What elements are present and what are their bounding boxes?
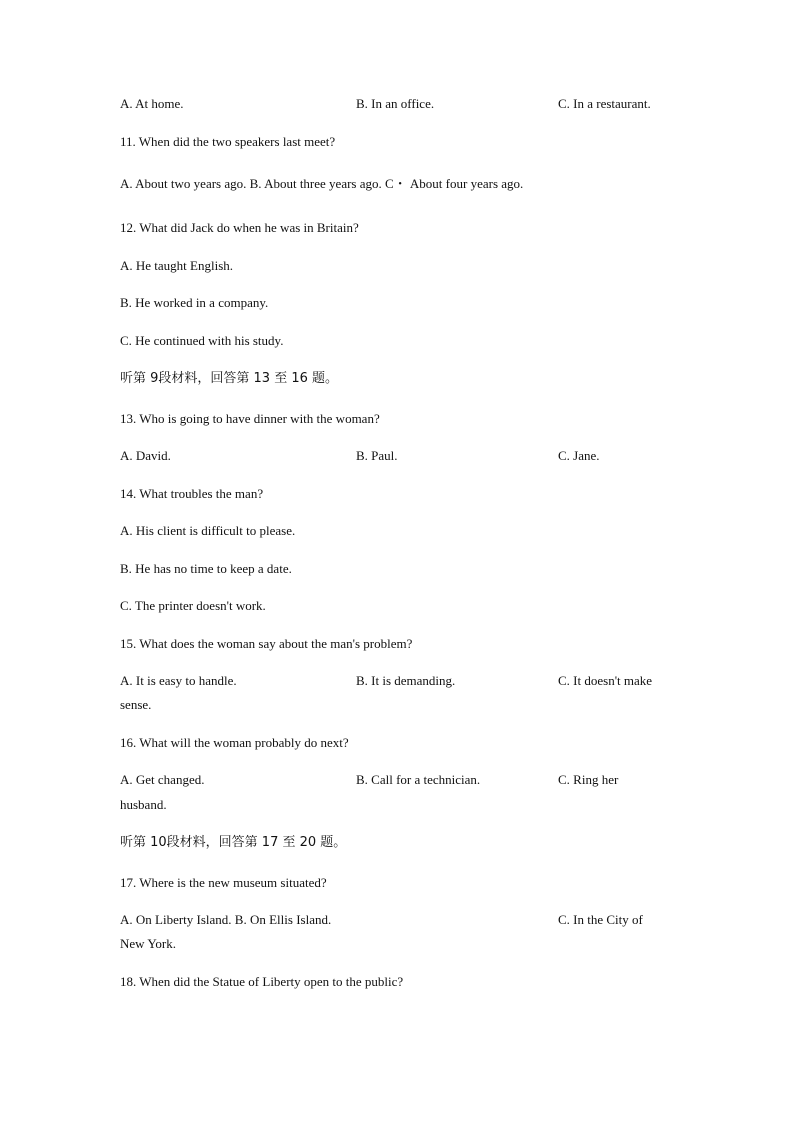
q15-question: 15. What does the woman say about the man's problem? xyxy=(120,636,413,651)
q17-question: 17. Where is the new museum situated? xyxy=(120,875,327,890)
q10-option-a: A. At home. xyxy=(120,96,184,111)
q12-question: 12. What did Jack do when he was in Britain? xyxy=(120,220,359,235)
q17-options-a-b: A. On Liberty Island. B. On Ellis Island. xyxy=(120,912,332,927)
q14-option-c: C. The printer doesn't work. xyxy=(120,598,266,613)
q10-option-c: C. In a restaurant. xyxy=(558,96,651,111)
q13-option-a: A. David. xyxy=(120,448,171,463)
q11-options: A. About two years ago. B. About three years ago. C・ About four years ago. xyxy=(120,176,524,191)
q14-question: 14. What troubles the man? xyxy=(120,486,264,501)
q17-option-c: C. In the City of xyxy=(558,912,643,927)
q15-option-c-continued: sense. xyxy=(120,697,152,712)
q18-question: 18. When did the Statue of Liberty open to the public? xyxy=(120,974,404,989)
q16-option-a: A. Get changed. xyxy=(120,772,205,787)
q13-question: 13. Who is going to have dinner with the woman? xyxy=(120,411,380,426)
section-9-instruction: 听第 9段材料，回答第 13 至 16 题。 xyxy=(120,371,339,386)
q12-option-b: B. He worked in a company. xyxy=(120,295,269,310)
q12-option-c: C. He continued with his study. xyxy=(120,333,284,348)
q16-option-c: C. Ring her xyxy=(558,772,619,787)
q16-option-b: B. Call for a technician. xyxy=(356,772,481,787)
section-10-instruction: 听第 10段材料，回答第 17 至 20 题。 xyxy=(120,835,347,850)
q10-option-b: B. In an office. xyxy=(356,96,435,111)
q16-question: 16. What will the woman probably do next? xyxy=(120,735,349,750)
q13-option-b: B. Paul. xyxy=(356,448,398,463)
q14-option-a: A. His client is difficult to please. xyxy=(120,523,296,538)
q16-option-c-continued: husband. xyxy=(120,797,167,812)
q14-option-b: B. He has no time to keep a date. xyxy=(120,561,292,576)
q11-question: 11. When did the two speakers last meet? xyxy=(120,134,336,149)
q12-option-a: A. He taught English. xyxy=(120,258,234,273)
q13-option-c: C. Jane. xyxy=(558,448,600,463)
q15-option-c: C. It doesn't make xyxy=(558,673,653,688)
q15-option-a: A. It is easy to handle. xyxy=(120,673,237,688)
q17-option-c-continued: New York. xyxy=(120,936,176,951)
q15-option-b: B. It is demanding. xyxy=(356,673,456,688)
